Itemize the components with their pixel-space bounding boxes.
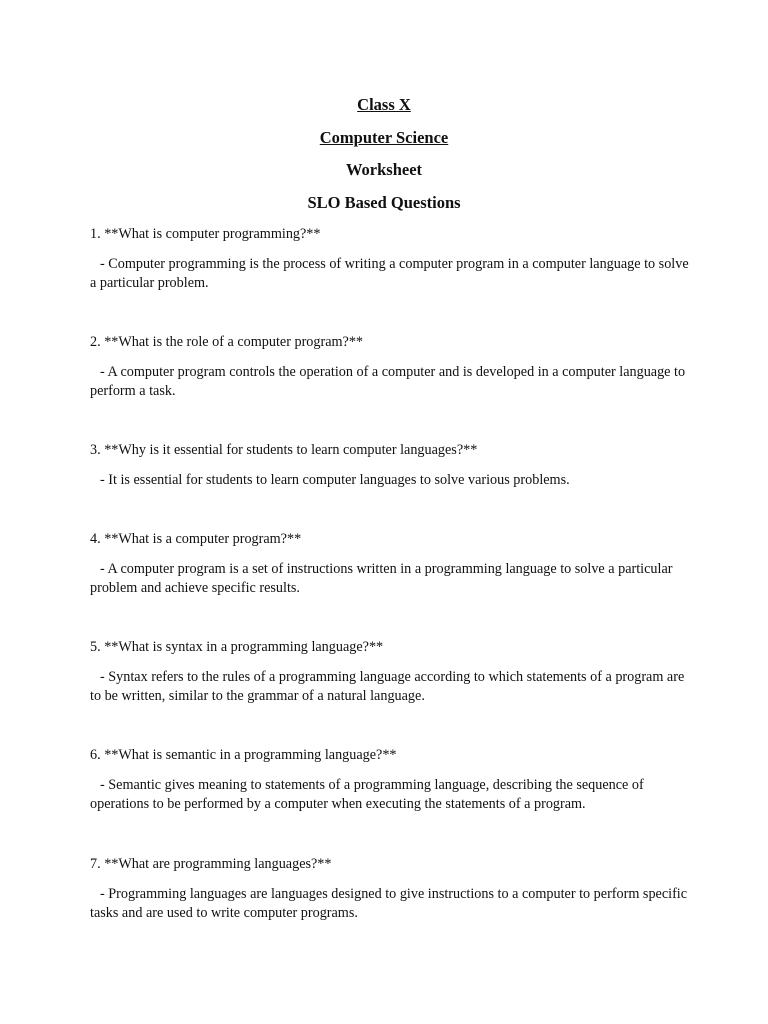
class-heading: Class X xyxy=(357,95,411,114)
answer-text: - Computer programming is the process of writing a computer program in a computer language to solve a particular problem. xyxy=(90,255,689,291)
answer-text: - Syntax refers to the rules of a programming language according to which statements of a program are to be written, similar to the grammar of a natural language. xyxy=(90,668,685,704)
question-text: 6. **What is semantic in a programming language?** xyxy=(90,747,397,763)
question-block xyxy=(90,746,690,815)
question-text: 4. **What is a computer program?** xyxy=(90,531,302,547)
subject-heading: Computer Science xyxy=(319,128,449,147)
worksheet-heading: Worksheet xyxy=(345,160,423,179)
question-block xyxy=(90,855,690,924)
answer-text: - A computer program controls the operation of a computer and is developed in a computer language to perform a task. xyxy=(90,363,686,399)
question-text: 5. **What is syntax in a programming language?** xyxy=(90,639,384,655)
question-block xyxy=(90,638,690,707)
question-text: 7. **What are programming languages?** xyxy=(90,856,332,872)
answer-text: - A computer program is a set of instructions written in a programming language to solve a particular problem and achieve specific results. xyxy=(90,560,673,596)
question-block xyxy=(90,530,690,599)
question-block xyxy=(90,441,690,490)
answer-text: - Programming languages are languages designed to give instructions to a computer to perform specific tasks and are used to write computer programs. xyxy=(90,885,688,921)
question-text: 2. **What is the role of a computer program?** xyxy=(90,334,364,350)
section-heading: SLO Based Questions xyxy=(307,193,461,212)
question-text: 3. **Why is it essential for students to learn computer languages?** xyxy=(90,442,478,458)
answer-text: - Semantic gives meaning to statements of a programming language, describing the sequence of operations to be performed by a computer when executing the statements of a program. xyxy=(90,776,644,812)
question-block xyxy=(90,333,690,402)
answer-text: - It is essential for students to learn computer languages to solve various problems. xyxy=(100,471,570,488)
question-text: 1. **What is computer programming?** xyxy=(90,226,321,242)
question-block xyxy=(90,225,690,294)
